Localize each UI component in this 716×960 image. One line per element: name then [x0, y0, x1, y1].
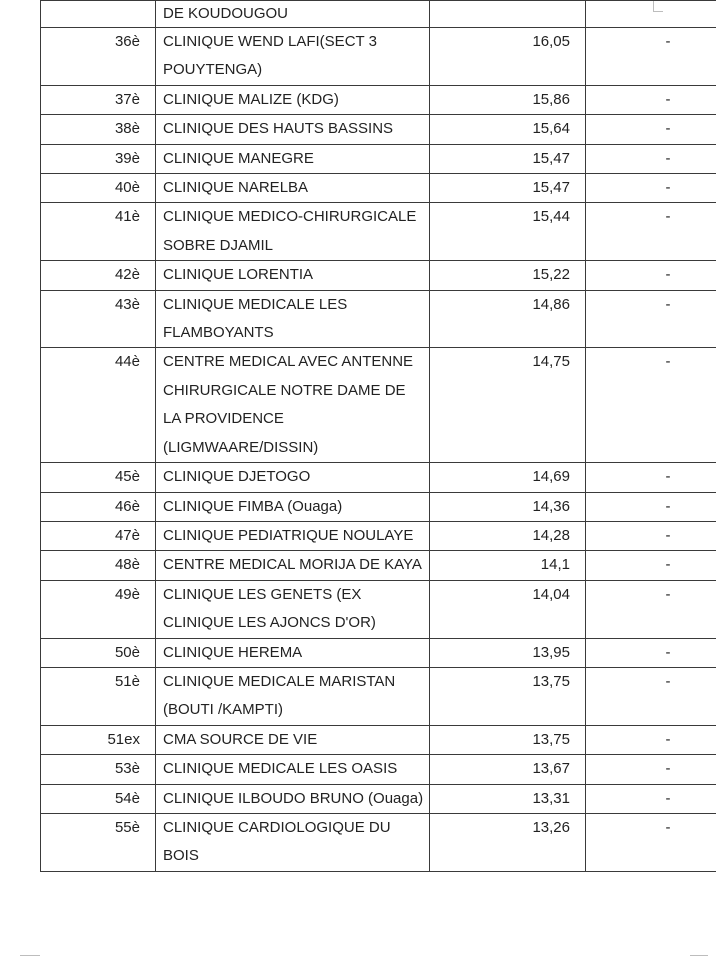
clinic-name-cell: CLINIQUE MEDICALE LES FLAMBOYANTS — [156, 290, 430, 348]
clinic-name-cell: CLINIQUE HEREMA — [156, 638, 430, 667]
table-row — [41, 580, 716, 638]
rank-cell: 51è — [41, 667, 156, 725]
table-row — [41, 115, 716, 144]
note-cell: - — [586, 667, 716, 725]
score-cell: 15,47 — [430, 174, 586, 203]
score-cell: 15,64 — [430, 115, 586, 144]
clinic-name-cell: CLINIQUE MEDICO-CHIRURGICALE SOBRE DJAMIL — [156, 203, 430, 261]
table-row — [41, 551, 716, 580]
rank-cell — [41, 1, 156, 28]
table-row — [41, 144, 716, 173]
note-cell: - — [586, 28, 716, 86]
score-cell: 13,31 — [430, 784, 586, 813]
rank-cell: 45è — [41, 463, 156, 492]
table-row — [41, 463, 716, 492]
score-cell: 15,86 — [430, 85, 586, 114]
rank-cell: 53è — [41, 755, 156, 784]
rank-cell: 38è — [41, 115, 156, 144]
score-cell: 13,95 — [430, 638, 586, 667]
clinic-name-cell: CENTRE MEDICAL AVEC ANTENNE CHIRURGICALE NOTRE DAME DE LA PROVIDENCE (LIGMWAARE/DISSIN) — [156, 348, 430, 463]
score-cell: 14,04 — [430, 580, 586, 638]
note-cell: - — [586, 492, 716, 521]
rank-cell: 47è — [41, 521, 156, 550]
note-cell: - — [586, 551, 716, 580]
clinic-name-cell: CLINIQUE MEDICALE MARISTAN (BOUTI /KAMPTI) — [156, 667, 430, 725]
rank-cell: 43è — [41, 290, 156, 348]
rank-cell: 37è — [41, 85, 156, 114]
score-cell: 16,05 — [430, 28, 586, 86]
rank-cell: 36è — [41, 28, 156, 86]
score-cell: 13,75 — [430, 667, 586, 725]
score-cell: 15,47 — [430, 144, 586, 173]
note-cell: - — [586, 203, 716, 261]
score-cell: 13,75 — [430, 725, 586, 754]
note-cell: - — [586, 813, 716, 871]
score-cell: 14,86 — [430, 290, 586, 348]
clinic-name-cell: CLINIQUE WEND LAFI(SECT 3 POUYTENGA) — [156, 28, 430, 86]
note-cell: - — [586, 144, 716, 173]
rank-cell: 49è — [41, 580, 156, 638]
clinic-name-cell: CLINIQUE DES HAUTS BASSINS — [156, 115, 430, 144]
score-cell: 13,26 — [430, 813, 586, 871]
table-row — [41, 813, 716, 871]
rank-cell: 46è — [41, 492, 156, 521]
table-row — [41, 638, 716, 667]
score-cell: 14,36 — [430, 492, 586, 521]
clinic-ranking-table — [40, 0, 716, 872]
clinic-name-cell: CLINIQUE CARDIOLOGIQUE DU BOIS — [156, 813, 430, 871]
rank-cell: 44è — [41, 348, 156, 463]
table-row — [41, 1, 716, 28]
rank-cell: 50è — [41, 638, 156, 667]
note-cell — [586, 1, 716, 28]
rank-cell: 42è — [41, 261, 156, 290]
clinic-name-cell: CLINIQUE LES GENETS (EX CLINIQUE LES AJONCS D'OR) — [156, 580, 430, 638]
note-cell: - — [586, 290, 716, 348]
score-cell — [430, 1, 586, 28]
rank-cell: 48è — [41, 551, 156, 580]
table-row — [41, 492, 716, 521]
table-row — [41, 290, 716, 348]
rank-cell: 40è — [41, 174, 156, 203]
clinic-name-cell: CLINIQUE PEDIATRIQUE NOULAYE — [156, 521, 430, 550]
table-row — [41, 174, 716, 203]
table-row — [41, 261, 716, 290]
note-cell: - — [586, 784, 716, 813]
note-cell: - — [586, 463, 716, 492]
score-cell: 14,1 — [430, 551, 586, 580]
page-corner-mark — [20, 955, 40, 956]
table-row — [41, 521, 716, 550]
note-cell: - — [586, 85, 716, 114]
clinic-name-cell: DE KOUDOUGOU — [156, 1, 430, 28]
note-cell: - — [586, 261, 716, 290]
clinic-name-cell: CLINIQUE DJETOGO — [156, 463, 430, 492]
page-corner-mark — [690, 955, 708, 956]
table-row — [41, 348, 716, 463]
note-cell: - — [586, 115, 716, 144]
note-cell: - — [586, 580, 716, 638]
score-cell: 14,28 — [430, 521, 586, 550]
clinic-name-cell: CLINIQUE FIMBA (Ouaga) — [156, 492, 430, 521]
rank-cell: 51ex — [41, 725, 156, 754]
note-cell: - — [586, 521, 716, 550]
table-row — [41, 28, 716, 86]
note-cell: - — [586, 174, 716, 203]
note-cell: - — [586, 348, 716, 463]
score-cell: 14,69 — [430, 463, 586, 492]
clinic-name-cell: CLINIQUE LORENTIA — [156, 261, 430, 290]
score-cell: 15,44 — [430, 203, 586, 261]
table-row — [41, 85, 716, 114]
clinic-name-cell: CMA SOURCE DE VIE — [156, 725, 430, 754]
clinic-name-cell: CLINIQUE MANEGRE — [156, 144, 430, 173]
score-cell: 15,22 — [430, 261, 586, 290]
rank-cell: 54è — [41, 784, 156, 813]
rank-cell: 41è — [41, 203, 156, 261]
score-cell: 13,67 — [430, 755, 586, 784]
clinic-name-cell: CENTRE MEDICAL MORIJA DE KAYA — [156, 551, 430, 580]
table-row — [41, 203, 716, 261]
clinic-name-cell: CLINIQUE ILBOUDO BRUNO (Ouaga) — [156, 784, 430, 813]
table-row — [41, 755, 716, 784]
note-cell: - — [586, 638, 716, 667]
table-row — [41, 784, 716, 813]
table-row — [41, 725, 716, 754]
table-row — [41, 667, 716, 725]
note-cell: - — [586, 755, 716, 784]
clinic-name-cell: CLINIQUE MALIZE (KDG) — [156, 85, 430, 114]
clinic-name-cell: CLINIQUE NARELBA — [156, 174, 430, 203]
note-cell: - — [586, 725, 716, 754]
clinic-name-cell: CLINIQUE MEDICALE LES OASIS — [156, 755, 430, 784]
rank-cell: 39è — [41, 144, 156, 173]
rank-cell: 55è — [41, 813, 156, 871]
score-cell: 14,75 — [430, 348, 586, 463]
